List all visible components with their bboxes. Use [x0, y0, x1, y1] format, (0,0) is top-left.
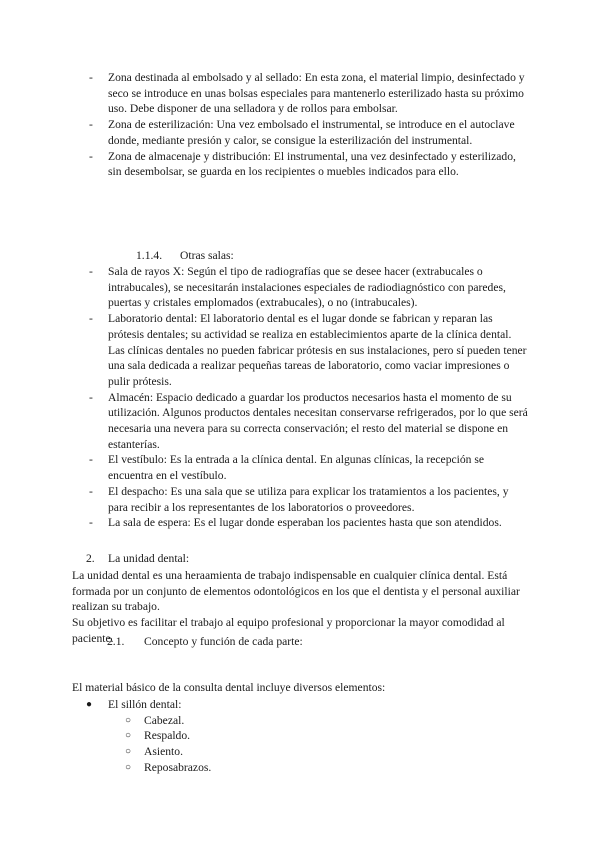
dash-marker: - [89, 118, 93, 132]
heading-title: Concepto y función de cada parte: [144, 635, 303, 648]
bullet-marker: ● [86, 699, 93, 710]
sub-list-item-text: Reposabrazos. [144, 760, 212, 774]
heading-dental-unit [86, 551, 189, 567]
paragraph-dental-unit-definition: La unidad dental es una heraamienta de trabajo indispensable en cualquier clínica dental. Está formada por un conjunto de elementos odontológicos en los que el dentista y el personal auxiliar realizan su trabajo. [72, 569, 520, 614]
list-item-text: La sala de espera: Es el lugar donde esperaban los pacientes hasta que son atendidos. [108, 516, 502, 530]
other-rooms-list [0, 264, 600, 531]
circle-marker: ○ [125, 746, 132, 758]
dash-marker: - [89, 71, 93, 84]
list-item-text: Zona de esterilización: Una vez embolsado el instrumental, se introduce en el autoclave donde, mediante presión y calor, se consigue la esterilización del instrumental. [108, 118, 515, 147]
heading-number: 1.1.4. [136, 249, 163, 262]
list-item [0, 390, 600, 453]
list-item-text: Zona de almacenaje y distribución: El instrumental, una vez desinfectado y esterilizado, sin desembolsar, se guarda en los recipientes o muebles indicados para ello. [108, 149, 516, 179]
sterilization-zones-list [0, 70, 600, 180]
dash-marker: - [89, 484, 93, 498]
sub-list-item-text: Cabezal. [144, 713, 185, 727]
sub-list-item [0, 744, 600, 760]
list-item-text: El vestíbulo: Es la entrada a la clínica dental. En algunas clínicas, la recepción se encuentra en el vestíbulo. [108, 453, 485, 483]
sub-list-item [0, 760, 600, 776]
list-item [0, 264, 600, 311]
heading-number: 2.1. [107, 635, 125, 648]
heading-title: Otras salas: [180, 249, 234, 262]
list-item [0, 484, 600, 515]
sub-list-item-text: Asiento. [144, 745, 183, 759]
list-item [0, 70, 600, 117]
circle-marker: ○ [125, 714, 132, 726]
dash-marker: - [89, 312, 93, 326]
list-item-text: Sala de rayos X: Según el tipo de radiografías que se desee hacer (extrabucales o intrabucales), se necesitarán instalaciones especiales de radiodiagnóstico con paredes, puertas y cristales emplomados (extrabucales), o no (intrabucales). [108, 265, 506, 310]
heading-title: La unidad dental: [108, 552, 190, 565]
list-item [0, 149, 600, 180]
heading-number: 2. [86, 552, 95, 565]
circle-marker: ○ [125, 761, 132, 773]
list-item-text: El sillón dental: [108, 698, 182, 711]
sub-list-item [0, 713, 600, 729]
dash-marker: - [89, 453, 93, 467]
paragraph-dental-unit-objective: Su objetivo es facilitar el trabajo al equipo profesional y proporcionar la mayor comodidad al paciente. [72, 616, 505, 645]
list-item [0, 117, 600, 148]
sub-list-item [0, 728, 600, 744]
list-item [0, 452, 600, 483]
heading-other-rooms [136, 248, 234, 264]
circle-marker: ○ [125, 730, 132, 742]
list-item-text: Laboratorio dental: El laboratorio dental es el lugar donde se fabrican y reparan las prótesis dentales; su actividad se realiza en establecimientos aparte de la clínica dental. Las clínicas dentales no pueden fabricar prótesis en sus instalaciones, pero sí pueden tener una sala dedicada a realizar pequeñas tareas de laboratorio, como vaciar impresiones o pulir prótesis. [108, 312, 527, 388]
dash-marker: - [89, 265, 93, 278]
list-item-text: Almacén: Espacio dedicado a guardar los productos necesarios hasta el momento de su utilización. Algunos productos dentales necesitan conservarse refrigerados, por lo que será necesaria una nevera para su correcta conservación; el resto del material se dispone en estanterías. [108, 390, 528, 451]
list-item-text: Zona destinada al embolsado y al sellado: En esta zona, el material limpio, desinfectado y seco se introduce en unas bolsas especiales para mantenerlo esterilizado hasta su próximo uso. Debe disponer de una selladora y de rollos para embolsar. [108, 71, 525, 116]
paragraph-basic-material: El material básico de la consulta dental incluye diversos elementos: [72, 681, 386, 694]
list-item [0, 311, 600, 390]
dash-marker: - [89, 390, 93, 404]
dash-marker: - [89, 149, 93, 163]
dash-marker: - [89, 516, 93, 530]
dental-chair-list [0, 697, 600, 776]
sub-list-item-text: Respaldo. [144, 729, 191, 743]
list-item-text: El despacho: Es una sala que se utiliza para explicar los tratamientos a los pacientes, y para recibir a los representantes de los laboratorios o proveedores. [108, 484, 509, 514]
list-item [0, 515, 600, 531]
heading-concept-function [107, 634, 303, 650]
list-item [0, 697, 600, 713]
